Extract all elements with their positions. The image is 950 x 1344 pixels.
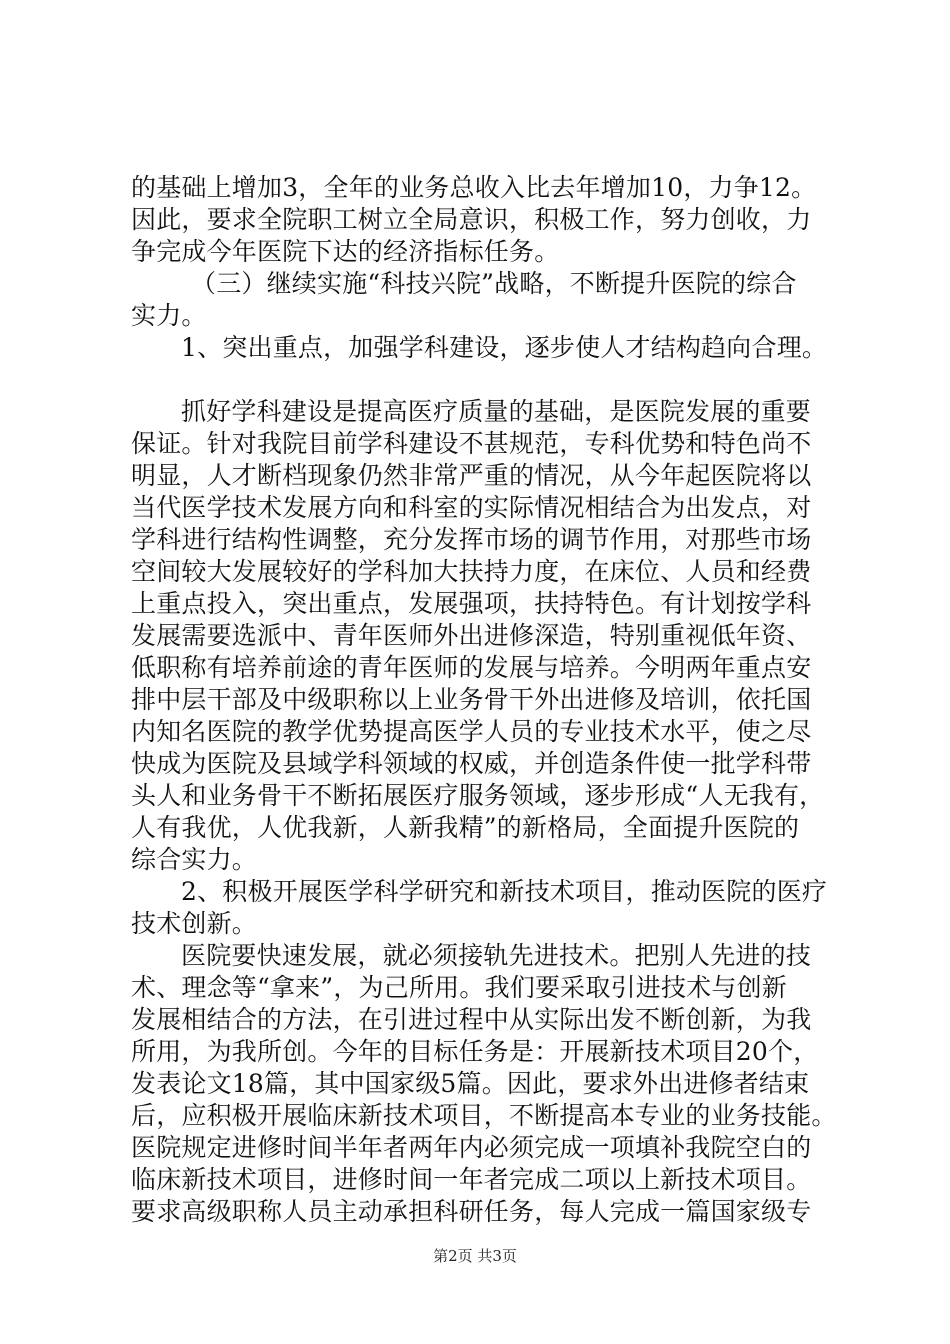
- text-line: 的基础上增加3，全年的业务总收入比去年增加10，力争12。: [131, 173, 817, 202]
- text-line: 快成为医院及县域学科领域的权威，并创造条件使一批学科带: [131, 749, 812, 778]
- text-line: 医院要快速发展，就必须接轨先进技术。把别人先进的技: [181, 941, 812, 970]
- text-line: 当代医学技术发展方向和科室的实际情况相结合为出发点，对: [131, 493, 812, 522]
- text-line: 空间较大发展较好的学科加大扶持力度，在床位、人员和经费: [131, 557, 812, 586]
- text-line: 要求高级职称人员主动承担科研任务，每人完成一篇国家级专: [131, 1197, 812, 1226]
- text-line: 内知名医院的教学优势提高医学人员的专业技术水平，使之尽: [131, 717, 812, 746]
- section-heading: （三）继续实施“科技兴院”战略，不断提升医院的综合: [191, 269, 797, 298]
- text-line: 临床新技术项目，进修时间一年者完成二项以上新技术项目。: [131, 1165, 812, 1194]
- text-line: 保证。针对我院目前学科建设不甚规范，专科优势和特色尚不: [131, 429, 812, 458]
- blank-line: [131, 364, 833, 396]
- text-line: 头人和业务骨干不断拓展医疗服务领域，逐步形成“人无我有，: [131, 781, 825, 810]
- subsection-heading: 1、突出重点，加强学科建设，逐步使人才结构趋向合理。: [181, 333, 828, 362]
- subsection-heading: 2、积极开展医学科学研究和新技术项目，推动医院的医疗: [181, 877, 828, 906]
- text-line: 人有我优，人优我新，人新我精”的新格局，全面提升医院的: [131, 813, 800, 842]
- text-line: 排中层干部及中级职称以上业务骨干外出进修及培训，依托国: [131, 685, 812, 714]
- document-body: [131, 172, 837, 1228]
- text-line: 实力。: [131, 301, 207, 330]
- text-line: 术、理念等“拿来”，为己所用。我们要采取引进技术与创新: [131, 973, 787, 1002]
- page-number-label: 第2页 共3页: [433, 1247, 517, 1265]
- text-line: 发表论文18篇，其中国家级5篇。因此，要求外出进修者结束: [131, 1069, 810, 1098]
- text-line: 发展相结合的方法，在引进过程中从实际出发不断创新，为我: [131, 1005, 812, 1034]
- text-line: 综合实力。: [131, 845, 258, 874]
- text-line: 医院规定进修时间半年者两年内必须完成一项填补我院空白的: [131, 1133, 812, 1162]
- text-line: 抓好学科建设是提高医疗质量的基础，是医院发展的重要: [181, 397, 812, 426]
- text-line: 后，应积极开展临床新技术项目，不断提高本专业的业务技能。: [131, 1101, 837, 1130]
- text-line: 上重点投入，突出重点，发展强项，扶持特色。有计划按学科: [131, 589, 812, 618]
- text-line: 发展需要选派中、青年医师外出进修深造，特别重视低年资、: [131, 621, 812, 650]
- text-line: 学科进行结构性调整，充分发挥市场的调节作用，对那些市场: [131, 525, 812, 554]
- text-line: 争完成今年医院下达的经济指标任务。: [131, 237, 560, 266]
- text-line: 明显，人才断档现象仍然非常严重的情况，从今年起医院将以: [131, 461, 812, 490]
- text-line: 低职称有培养前途的青年医师的发展与培养。今明两年重点安: [131, 653, 812, 682]
- text-line: 因此，要求全院职工树立全局意识，积极工作，努力创收，力: [131, 205, 812, 234]
- text-line: 所用，为我所创。今年的目标任务是：开展新技术项目20个，: [131, 1037, 819, 1066]
- text-line: 技术创新。: [131, 909, 258, 938]
- page-footer: [0, 1245, 950, 1266]
